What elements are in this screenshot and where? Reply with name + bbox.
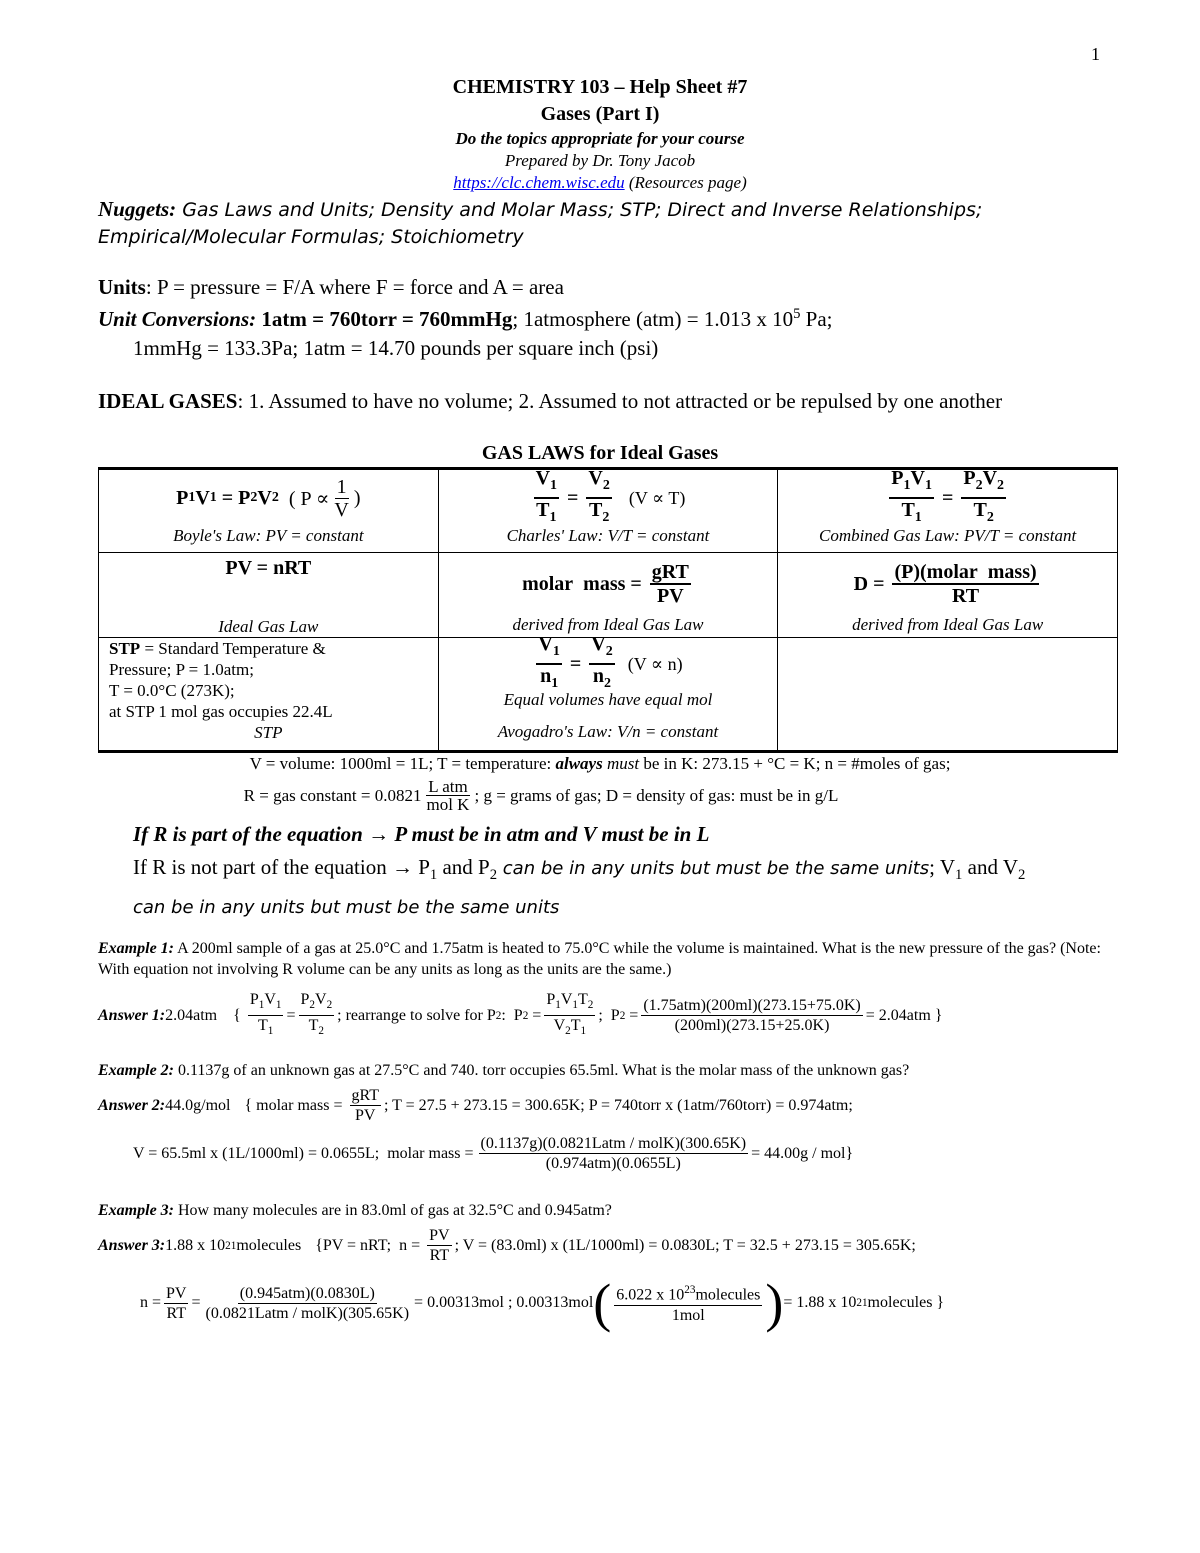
answer-3-label: Answer 3: bbox=[98, 1236, 166, 1254]
rule-without-r: If R is not part of the equation → $P_1$ and $P_2$ can be in any units but must be the same units; $V_1$ and $V_2$ can be in any units but must be the same units bbox=[133, 855, 1026, 919]
variables-text-1: V = volume: 1000ml = 1L; T = temperature: bbox=[249, 754, 556, 773]
gas-constant-den: mol K bbox=[426, 795, 470, 814]
charles-caption: Charles' Law: V/T = constant bbox=[506, 526, 710, 545]
answer-3-value: 1.88 x 10 bbox=[165, 1236, 226, 1254]
resources-link[interactable]: https://clc.chem.wisc.edu bbox=[453, 173, 625, 192]
stp-line-0: = Standard Temperature & bbox=[140, 639, 326, 658]
answer-1-p2-num: (1.75atm)(200ml)(273.15+75.0K) bbox=[643, 997, 861, 1015]
units-line bbox=[98, 275, 564, 300]
stp-label: STP bbox=[109, 639, 141, 658]
variables-line bbox=[0, 754, 1200, 774]
answer-1-result: = 2.04atm } bbox=[865, 1006, 943, 1024]
gas-constant-num: L atm bbox=[428, 777, 468, 796]
rule-with-r: If R is part of the equation → P must be in atm and V must be in L bbox=[133, 822, 710, 846]
gas-laws-table bbox=[98, 467, 1118, 753]
example-3-text: How many molecules are in 83.0ml of gas at 32.5°C and 0.945atm? bbox=[174, 1202, 612, 1219]
avogadro-subtext: Equal volumes have equal mol bbox=[503, 690, 713, 709]
unit-conversions-label: Unit Conversions: bbox=[98, 307, 257, 331]
answer-2-result: = 44.00g / mol} bbox=[751, 1144, 854, 1162]
answer-3-n-den: (0.0821Latm / molK)(305.65K) bbox=[205, 1304, 410, 1322]
unit-conversions-line bbox=[98, 306, 833, 332]
gas-laws-title: GAS LAWS for Ideal Gases bbox=[481, 442, 719, 464]
unit-conversions-exp: 5 bbox=[793, 306, 801, 322]
example-1-text: A 200ml sample of a gas at 25.0°C and 1.75atm is heated to 75.0°C while the volume is maintained. What is the new pressure of the gas? (Note: With equation not involving R volume can be any units as long as the units are the same.) bbox=[98, 940, 1101, 978]
ideal-gases-label: IDEAL GASES bbox=[98, 389, 238, 413]
density-caption: derived from Ideal Gas Law bbox=[852, 615, 1044, 634]
document-subtitle: Gases (Part I) bbox=[540, 103, 660, 125]
density-cell bbox=[778, 553, 1118, 638]
nuggets-text: Gas Laws and Units; Density and Molar Mass; STP; Direct and Inverse Relationships; Empirical/Molecular Formulas; Stoichiometry bbox=[98, 199, 983, 248]
molar-mass-formula: molar mass = $\frac{\text{gRT}}{PV}$ bbox=[522, 561, 689, 607]
rule2-f: can be in any units but must be the same units bbox=[133, 897, 560, 919]
ideal-law-cell bbox=[99, 553, 439, 638]
answer-2-mm-num: (0.1137g)(0.0821Latm / molK)(300.65K) bbox=[480, 1135, 747, 1152]
combined-cell bbox=[778, 469, 1118, 553]
gas-constant-rest: ; g = grams of gas; D = density of gas: must be in g/L bbox=[474, 785, 839, 805]
author-line: Prepared by Dr. Tony Jacob bbox=[504, 151, 696, 170]
charles-formula: $\frac{V_1}{T_1}$ = $\frac{V_2}{T_2}$ (V ∝ T) bbox=[535, 467, 686, 525]
answer-3-n-num: (0.945atm)(0.0830L) bbox=[239, 1284, 375, 1302]
rule2-d: ; V bbox=[929, 855, 956, 879]
units-text: : P = pressure = F/A where F = force and A = area bbox=[145, 275, 564, 299]
molar-mass-caption: derived from Ideal Gas Law bbox=[512, 615, 704, 634]
unit-conversions-text2: Pa; bbox=[800, 307, 833, 331]
stp-cell bbox=[99, 638, 439, 752]
answer-2-value: 44.0g/mol bbox=[165, 1096, 231, 1114]
answer-2-rest: ; T = 27.5 + 273.15 = 300.65K; P = 740torr x (1atm/760torr) = 0.974atm; bbox=[383, 1096, 853, 1114]
nuggets bbox=[98, 196, 1098, 251]
unit-conversions-text1: ; 1atmosphere (atm) = 1.013 x 10 bbox=[512, 307, 794, 331]
answer-3-exp: 21 bbox=[225, 1239, 237, 1252]
variables-must: must bbox=[602, 754, 640, 773]
answer-1-p2-den: (200ml)(273.15+25.0K) bbox=[674, 1017, 830, 1035]
combined-formula: $\frac{P_1V_1}{T_1}$ = $\frac{P_2V_2}{T_2}$ bbox=[891, 467, 1005, 525]
answer-1-value: 2.04atm bbox=[165, 1006, 218, 1024]
avogadro-formula: $\frac{V_1}{n_1}$ = $\frac{V_2}{n_2}$ (V ∝ n) bbox=[538, 633, 683, 691]
answer-3-unit: molecules bbox=[236, 1236, 302, 1254]
example-1-label: Example 1: bbox=[98, 940, 174, 957]
answer-2-line2: V = 65.5ml x (1L/1000ml) = 0.0655L; molar mass = $\frac{\text{(0.1137g)(0.0821Latm / molK)(300.65K)}}{\text{(0.974atm)(0.0655L)}}$ = 44.00g / mol} bbox=[133, 1135, 854, 1172]
unit-conversions-bold: 1atm = 760torr = 760mmHg bbox=[256, 307, 513, 331]
variables-always: always bbox=[555, 754, 603, 773]
ideal-gases-text: : 1. Assumed to have no volume; 2. Assumed to not attracted or be repulsed by one another bbox=[237, 389, 1003, 413]
answer-3-conv-den: 1mol bbox=[671, 1306, 705, 1324]
answer-3-final: = 1.88 x 10 bbox=[783, 1294, 857, 1311]
example-1 bbox=[98, 938, 1108, 980]
answer-2-mm-den: (0.974atm)(0.0655L) bbox=[545, 1155, 681, 1172]
example-2-label: Example 2: bbox=[98, 1062, 174, 1079]
stp-caption: STP bbox=[254, 723, 283, 742]
answer-3-rest: ; V = (83.0ml) x (1L/1000ml) = 0.0830L; T = 32.5 + 273.15 = 305.65K; bbox=[454, 1236, 916, 1254]
page-number: 1 bbox=[1091, 44, 1100, 64]
nuggets-label: Nuggets: bbox=[98, 197, 177, 221]
charles-cell bbox=[438, 469, 778, 553]
ideal-law-formula: PV = nRT bbox=[225, 557, 312, 579]
stp-line-1: Pressure; P = 1.0atm; bbox=[109, 660, 254, 679]
example-3 bbox=[98, 1200, 1108, 1221]
empty-cell bbox=[778, 638, 1118, 752]
answer-1-label: Answer 1: bbox=[98, 1006, 166, 1024]
answer-3-n-result: = 0.00313mol ; 0.00313mol bbox=[414, 1294, 594, 1311]
boyle-formula: P 1 V 1 = P 2 V 2 ( P ∝ $\frac{1}{V}$ ) bbox=[176, 475, 361, 521]
answer-3-conv-unit: molecules bbox=[695, 1286, 761, 1304]
resources-line bbox=[0, 173, 1200, 193]
answer-2: Answer 2: 44.0g/mol { molar mass = $\frac{\text{gRT}}{PV}$ ; T = 27.5 + 273.15 = 300.65K; P = 740torr x (1atm/760torr) = 0.974atm; bbox=[98, 1087, 853, 1124]
example-3-label: Example 3: bbox=[98, 1202, 174, 1219]
gas-constant-line bbox=[0, 778, 1200, 813]
resources-suffix: (Resources page) bbox=[624, 173, 747, 192]
avogadro-cell bbox=[438, 633, 778, 752]
answer-2-volume: V = 65.5ml x (1L/1000ml) = 0.0655L; bbox=[133, 1144, 380, 1162]
answer-3: Answer 3: 1.88 x 10 21 molecules {PV = nRT; n = $\frac{PV}{RT}$ ; V = (83.0ml) x (1L/1000ml) = 0.0830L; T = 32.5 + 273.15 = 305.65K; bbox=[98, 1227, 916, 1264]
answer-1-mid: ; rearrange to solve for P bbox=[337, 1006, 496, 1024]
answer-1: Answer 1: 2.04atm { $\frac{P_1V_1}{T_1}$ = $\frac{P_2V_2}{T_2}$ ; rearrange to solve for P 2 : P 2 = $\frac{P_1V_1T_2}{V_2T_1}$ ; P 2 = $\frac{\text{(1.75atm)(200ml)(273.15+75.0K)}}{(200ml)(273.15+25.0K)}$ = 2.04atm } bbox=[98, 991, 943, 1038]
stp-line-2: T = 0.0°C (273K); bbox=[109, 681, 235, 700]
gas-constant-text: R = gas constant = 0.0821 bbox=[243, 785, 422, 805]
example-2-text: 0.1137g of an unknown gas at 27.5°C and 740. torr occupies 65.5ml. What is the molar mass of the unknown gas? bbox=[174, 1062, 910, 1079]
ideal-gases-line bbox=[98, 389, 1002, 414]
unit-conversions-line2: 1mmHg = 133.3Pa; 1atm = 14.70 pounds per square inch (psi) bbox=[133, 336, 659, 360]
example-2 bbox=[98, 1060, 1108, 1081]
answer-3-final-unit: molecules } bbox=[867, 1294, 945, 1311]
answer-3-conv-exp: 23 bbox=[684, 1284, 696, 1297]
density-formula: D = $\frac{\text{(P)(molar mass)}}{RT}$ bbox=[853, 561, 1037, 607]
boyle-caption: Boyle's Law: PV = constant bbox=[173, 526, 364, 545]
stp-line-3: at STP 1 mol gas occupies 22.4L bbox=[109, 702, 333, 721]
answer-3-conv-num: 6.022 x 10 bbox=[616, 1286, 685, 1304]
document-title: CHEMISTRY 103 – Help Sheet #7 bbox=[452, 76, 748, 98]
boyle-cell bbox=[99, 469, 439, 553]
rule2-e: and V bbox=[962, 855, 1018, 879]
answer-2-label: Answer 2: bbox=[98, 1096, 166, 1114]
rule2-b: and P bbox=[437, 855, 490, 879]
answer-3-final-exp: 21 bbox=[856, 1297, 868, 1309]
rule2-a: If R is not part of the equation → P bbox=[133, 855, 430, 879]
combined-caption: Combined Gas Law: PV/T = constant bbox=[819, 526, 1077, 545]
rule2-c: can be in any units but must be the same units bbox=[497, 858, 930, 879]
answer-3-line2: n = $\frac{PV}{RT}$ = $\frac{\text{(0.945atm)(0.0830L)}}{\text{(0.0821Latm / molK)(305.65K)}}$ = 0.00313mol ; 0.00313mol ( $\frac{6.022 x 10^{23}molecules}{\text{1mol}}$ ) = 1.88 x 10 21 molecules } bbox=[140, 1273, 945, 1333]
ideal-law-caption: Ideal Gas Law bbox=[218, 617, 319, 636]
variables-text-2: be in K: 273.15 + °C = K; n = #moles of gas; bbox=[639, 754, 951, 773]
molar-mass-cell bbox=[438, 553, 778, 638]
course-note: Do the topics appropriate for your course bbox=[455, 129, 745, 148]
avogadro-caption: Avogadro's Law: V/n = constant bbox=[497, 722, 719, 741]
units-label: Units bbox=[98, 275, 146, 299]
